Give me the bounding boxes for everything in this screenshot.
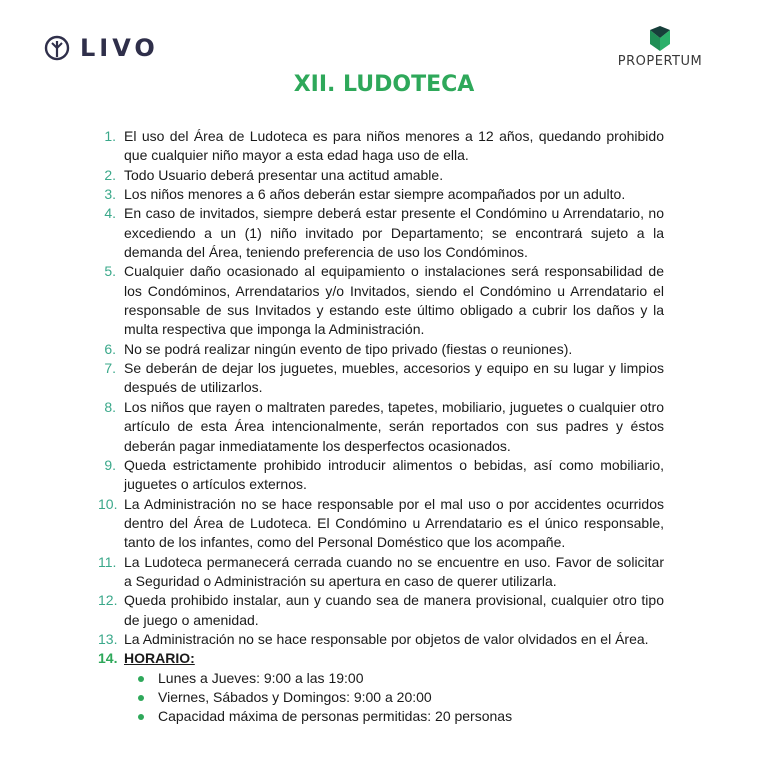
bullet-icon	[138, 714, 144, 720]
rule-number: 4.	[104, 205, 116, 222]
rule-number: 1.	[104, 128, 116, 144]
rule-item	[98, 262, 664, 339]
schedule-text: Lunes a Jueves: 9:00 a las 19:00	[158, 669, 364, 686]
rule-number: 2.	[104, 166, 116, 183]
rule-number: 13.	[98, 630, 118, 647]
rule-item	[98, 630, 664, 649]
propertum-mark-icon	[648, 26, 672, 52]
rule-text: Los niños que rayen o maltraten paredes, tapetes, mobiliario, juguetes o cualquier otro artículo de esta Área intencionalmente, serán reportados con sus padres y éstos deberán pagar inmediatamente los desperfectos ocasionados.	[124, 398, 664, 454]
rule-item	[98, 359, 664, 398]
rule-item	[98, 166, 664, 185]
rule-item	[98, 591, 664, 630]
rule-item	[98, 185, 664, 204]
rule-item	[98, 127, 664, 166]
rule-number: 5.	[104, 263, 116, 280]
rule-number: 10.	[98, 495, 118, 512]
rule-text: La Administración no se hace responsable por objetos de valor olvidados en el Área.	[124, 630, 649, 647]
rule-number: 14.	[98, 650, 118, 667]
rule-text: Cualquier daño ocasionado al equipamiento o instalaciones será responsabilidad de los Condóminos, Arrendatarios y/o Invitados, siendo el Condómino u Arrendatario el responsable de sus Invitados y estando este último obligado a cubrir los daños y la multa respectiva que imponga la Administración.	[124, 263, 664, 338]
propertum-logo	[600, 26, 720, 69]
rule-text: Queda prohibido instalar, aun y cuando sea de manera provisional, cualquier otro tipo de juego o amenidad.	[124, 592, 664, 628]
rule-text: Los niños menores a 6 años deberán estar siempre acompañados por un adulto.	[124, 186, 626, 203]
rule-number: 12.	[98, 592, 118, 609]
rule-item	[98, 398, 664, 456]
schedule-list	[124, 669, 664, 727]
rules-list	[98, 127, 664, 727]
schedule-text: Viernes, Sábados y Domingos: 9:00 a 20:00	[158, 688, 432, 705]
rule-text: Se deberán de dejar los juguetes, muebles, accesorios y equipo en su lugar y limpios después de utilizarlos.	[124, 360, 664, 396]
rule-number: 7.	[104, 360, 116, 377]
livo-logo	[44, 34, 159, 62]
rule-item	[98, 495, 664, 553]
schedule-text: Capacidad máxima de personas permitidas: 20 personas	[158, 708, 513, 725]
horario-item	[98, 649, 664, 726]
rule-text: En caso de invitados, siempre deberá estar presente el Condómino u Arrendatario, no excediendo a un (1) niño invitado por Departamento; se encontrará sujeto a la demanda del Área, teniendo preferencia de uso los Condóminos.	[124, 205, 664, 261]
rule-number: 11.	[98, 553, 117, 570]
rule-item	[98, 456, 664, 495]
rule-text: La Administración no se hace responsable por el mal uso o por accidentes ocurridos dentro del Área de Ludoteca. El Condómino u Arrendatario es el único responsable, tanto de los infantes, como del Personal Doméstico que los acompañe.	[124, 495, 664, 551]
rule-text: Queda estrictamente prohibido introducir alimentos o bebidas, así como mobiliario, juguetes o artículos externos.	[124, 456, 664, 493]
bullet-icon	[138, 695, 144, 701]
rule-number: 9.	[104, 456, 116, 473]
rule-text: Todo Usuario deberá presentar una actitud amable.	[124, 166, 444, 183]
schedule-item	[124, 669, 664, 688]
schedule-item	[124, 688, 664, 707]
rule-number: 3.	[104, 186, 116, 203]
bullet-icon	[138, 676, 144, 682]
schedule-item	[124, 707, 664, 726]
rule-item	[98, 340, 664, 359]
rule-text: El uso del Área de Ludoteca es para niños menores a 12 años, quedando prohibido que cualquier niño mayor a esta edad haga uso de ella.	[124, 128, 664, 164]
horario-label: HORARIO:	[124, 650, 195, 667]
livo-wordmark: LIVO	[80, 34, 159, 62]
rule-item	[98, 204, 664, 262]
rule-item	[98, 553, 664, 592]
propertum-wordmark: PROPERTUM	[617, 54, 703, 69]
rule-number: 6.	[104, 340, 116, 357]
rule-number: 8.	[104, 398, 116, 415]
section-title: XII. LUDOTECA	[293, 72, 475, 97]
rule-text: No se podrá realizar ningún evento de tipo privado (fiestas o reuniones).	[124, 340, 573, 357]
rule-text: La Ludoteca permanecerá cerrada cuando no se encuentre en uso. Favor de solicitar a Seguridad o Administración su apertura en caso de querer utilizarla.	[124, 553, 664, 589]
leaf-icon	[44, 35, 70, 61]
